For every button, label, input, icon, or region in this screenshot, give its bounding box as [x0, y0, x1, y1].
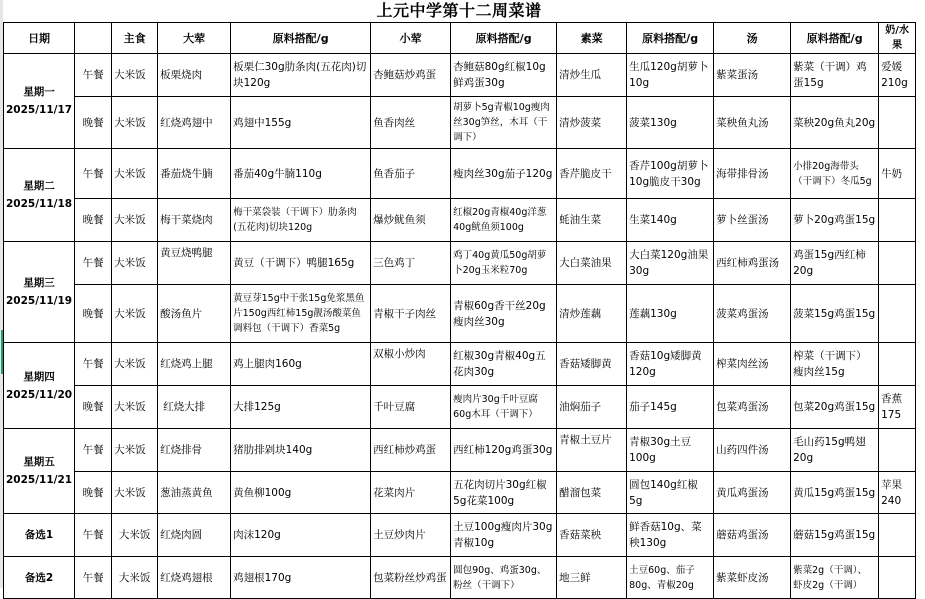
soup-ingredients-cell[interactable]: 鸡蛋15g西红柿20g: [791, 242, 879, 285]
staple-cell[interactable]: 大米饭: [112, 472, 158, 514]
soup-ingredients-cell[interactable]: 菠菜15g鸡蛋15g: [791, 285, 879, 343]
staple-cell[interactable]: 大米饭: [112, 343, 158, 386]
small-ingredients-cell[interactable]: 圆包90g、鸡蛋30g、粉丝（干调下）: [451, 557, 557, 599]
vegetable-ingredients-cell[interactable]: 鲜香菇10g、菜秧130g: [627, 514, 714, 557]
header-vegetable-ingredients: 原料搭配/g: [627, 23, 714, 54]
table-row: [4, 557, 916, 599]
meal-cell[interactable]: 午餐: [75, 242, 112, 285]
soup-ingredients-cell[interactable]: 黄瓜15g鸡蛋15g: [791, 472, 879, 514]
soup-cell[interactable]: 海带排骨汤: [714, 149, 791, 199]
soup-cell[interactable]: 包菜鸡蛋汤: [714, 386, 791, 429]
soup-cell[interactable]: 紫菜虾皮汤: [714, 557, 791, 599]
small-dish-cell[interactable]: 三色鸡丁: [371, 242, 451, 285]
soup-cell[interactable]: 菠菜鸡蛋汤: [714, 285, 791, 343]
main-ingredients-cell[interactable]: 黄鱼柳100g: [231, 472, 371, 514]
meal-cell[interactable]: 晚餐: [75, 285, 112, 343]
main-ingredients-cell[interactable]: 黄豆芽15g中干张15g免浆黑鱼片150g西红柿15g靓汤酸菜鱼调料包（干调下）香菜5g: [231, 285, 371, 343]
date-cell[interactable]: [4, 149, 75, 242]
soup-ingredients-cell[interactable]: 萝卜20g鸡蛋15g: [791, 199, 879, 242]
soup-cell[interactable]: 蘑菇鸡蛋汤: [714, 514, 791, 557]
milk-fruit-cell[interactable]: [879, 429, 916, 472]
meal-cell[interactable]: 午餐: [75, 429, 112, 472]
small-ingredients-cell[interactable]: 胡萝卜5g青椒10g瘦肉丝30g笋丝，木耳（干调下）: [451, 97, 557, 149]
main-ingredients-cell[interactable]: 猪肋排剁块140g: [231, 429, 371, 472]
main-dish-cell[interactable]: 红烧鸡上腿: [158, 343, 231, 386]
date-cell[interactable]: [4, 54, 75, 149]
soup-ingredients-cell[interactable]: 榨菜（干调下）瘦肉丝15g: [791, 343, 879, 386]
small-dish-cell[interactable]: 爆炒鱿鱼须: [371, 199, 451, 242]
small-ingredients-cell[interactable]: 杏鲍菇80g红椒10g鲜鸡蛋30g: [451, 54, 557, 97]
small-dish-cell[interactable]: 鱼香茄子: [371, 149, 451, 199]
small-ingredients-cell[interactable]: 瘦肉丝30g茄子120g: [451, 149, 557, 199]
date-label: 2025/11/18: [6, 198, 73, 210]
date-label: 2025/11/17: [6, 104, 73, 116]
vegetable-cell[interactable]: 醋溜包菜: [557, 472, 627, 514]
staple-cell[interactable]: 大米饭: [112, 514, 158, 557]
page-title: 上元中学第十二周菜谱: [376, 1, 542, 20]
milk-fruit-cell[interactable]: 苹果240: [879, 472, 916, 514]
header-staple: 主食: [112, 23, 158, 54]
small-dish-cell[interactable]: 包菜粉丝炒鸡蛋: [371, 557, 451, 599]
staple-cell[interactable]: 大米饭: [112, 429, 158, 472]
table-row: [4, 343, 916, 386]
vegetable-cell[interactable]: 清炒生瓜: [557, 54, 627, 97]
date-cell[interactable]: [4, 242, 75, 343]
soup-ingredients-cell[interactable]: 菜秧20g鱼丸20g: [791, 97, 879, 149]
weekly-menu-table: [3, 22, 916, 599]
date-label: 2025/11/19: [6, 295, 73, 307]
vegetable-cell[interactable]: 清炒菠菜: [557, 97, 627, 149]
vegetable-ingredients-cell[interactable]: 香菇10g矮脚黄120g: [627, 343, 714, 386]
table-row: [4, 149, 916, 199]
main-dish-cell[interactable]: 葱油蒸黄鱼: [158, 472, 231, 514]
main-dish-cell[interactable]: 番茄烧牛腩: [158, 149, 231, 199]
staple-cell[interactable]: 大米饭: [112, 149, 158, 199]
meal-cell[interactable]: 午餐: [75, 54, 112, 97]
main-dish-cell[interactable]: 酸汤鱼片: [158, 285, 231, 343]
main-ingredients-cell[interactable]: 鸡翅根170g: [231, 557, 371, 599]
soup-cell[interactable]: 榨菜肉丝汤: [714, 343, 791, 386]
small-dish-cell[interactable]: 千叶豆腐: [371, 386, 451, 429]
small-dish-cell[interactable]: 杏鲍菇炒鸡蛋: [371, 54, 451, 97]
soup-ingredients-cell[interactable]: 毛山药15g鸭翅20g: [791, 429, 879, 472]
table-row: [4, 199, 916, 242]
weekday-label: 星期五: [23, 456, 55, 468]
vegetable-ingredients-cell[interactable]: 莲藕130g: [627, 285, 714, 343]
header-soup: 汤: [714, 23, 791, 54]
vegetable-cell[interactable]: 香菇菜秧: [557, 514, 627, 557]
table-row: [4, 514, 916, 557]
alternate-label-cell[interactable]: 备选1: [4, 514, 75, 557]
main-ingredients-cell[interactable]: 鸡翅中155g: [231, 97, 371, 149]
main-dish-cell[interactable]: 红烧鸡翅中: [158, 97, 231, 149]
staple-cell[interactable]: 大米饭: [112, 285, 158, 343]
header-milk-fruit: 奶/水果: [879, 23, 916, 54]
weekday-label: 星期一: [23, 86, 55, 98]
meal-cell[interactable]: 晚餐: [75, 97, 112, 149]
main-dish-cell[interactable]: 梅干菜烧肉: [158, 199, 231, 242]
header-main-ingredients: 原料搭配/g: [231, 23, 371, 54]
small-dish-cell[interactable]: 西红柿炒鸡蛋: [371, 429, 451, 472]
vegetable-cell[interactable]: 香芹脆皮干: [557, 149, 627, 199]
table-row: [4, 54, 916, 97]
small-ingredients-cell[interactable]: 土豆100g瘦肉片30g青椒10g: [451, 514, 557, 557]
milk-fruit-cell[interactable]: [879, 343, 916, 386]
vegetable-ingredients-cell[interactable]: 土豆60g、茄子80g、青椒20g: [627, 557, 714, 599]
soup-cell[interactable]: 西红柿鸡蛋汤: [714, 242, 791, 285]
main-dish-cell[interactable]: 板栗烧肉: [158, 54, 231, 97]
small-dish-cell[interactable]: 土豆炒肉片: [371, 514, 451, 557]
staple-cell[interactable]: 大米饭: [112, 242, 158, 285]
meal-cell[interactable]: 午餐: [75, 343, 112, 386]
soup-ingredients-cell[interactable]: 蘑菇15g鸡蛋15g: [791, 514, 879, 557]
small-dish-cell[interactable]: 鱼香肉丝: [371, 97, 451, 149]
vegetable-ingredients-cell[interactable]: 生瓜120g胡萝卜10g: [627, 54, 714, 97]
main-ingredients-cell[interactable]: 大排125g: [231, 386, 371, 429]
main-ingredients-cell[interactable]: 肉沫120g: [231, 514, 371, 557]
alternate-label-cell[interactable]: 备选2: [4, 557, 75, 599]
small-ingredients-cell[interactable]: 西红柿120g鸡蛋30g: [451, 429, 557, 472]
milk-fruit-cell[interactable]: [879, 242, 916, 285]
main-dish-cell[interactable]: 红烧排骨: [158, 429, 231, 472]
date-label: 2025/11/21: [6, 474, 73, 486]
vegetable-ingredients-cell[interactable]: 菠菜130g: [627, 97, 714, 149]
table-row: [4, 97, 916, 149]
vegetable-ingredients-cell[interactable]: 青椒30g土豆100g: [627, 429, 714, 472]
vegetable-cell[interactable]: 地三鲜: [557, 557, 627, 599]
soup-cell[interactable]: 萝卜丝蛋汤: [714, 199, 791, 242]
staple-cell[interactable]: 大米饭: [112, 386, 158, 429]
soup-cell[interactable]: 菜秧鱼丸汤: [714, 97, 791, 149]
small-ingredients-cell[interactable]: 五花肉切片30g红椒5g花菜100g: [451, 472, 557, 514]
header-soup-ingredients: 原料搭配/g: [791, 23, 879, 54]
soup-ingredients-cell[interactable]: 紫菜2g（干调）、虾皮2g（干调）: [791, 557, 879, 599]
soup-cell[interactable]: 山药四件汤: [714, 429, 791, 472]
vegetable-cell[interactable]: 蚝油生菜: [557, 199, 627, 242]
milk-fruit-cell[interactable]: 爱媛210g: [879, 54, 916, 97]
milk-fruit-cell[interactable]: 香蕉175: [879, 386, 916, 429]
weekday-label: 星期二: [23, 180, 55, 192]
milk-fruit-cell[interactable]: [879, 199, 916, 242]
milk-fruit-cell[interactable]: [879, 514, 916, 557]
header-date: 日期: [4, 23, 75, 54]
main-ingredients-cell[interactable]: 梅干菜袋装（干调下）肋条肉(五花肉)切块120g: [231, 199, 371, 242]
main-ingredients-cell[interactable]: 番茄40g牛腩110g: [231, 149, 371, 199]
staple-cell[interactable]: 大米饭: [112, 97, 158, 149]
vegetable-cell[interactable]: 油焖茄子: [557, 386, 627, 429]
small-dish-cell[interactable]: 青椒干子肉丝: [371, 285, 451, 343]
table-row: [4, 242, 916, 285]
date-label: 2025/11/20: [6, 388, 73, 401]
meal-cell[interactable]: 晚餐: [75, 199, 112, 242]
vegetable-ingredients-cell[interactable]: 圆包140g红椒5g: [627, 472, 714, 514]
vegetable-ingredients-cell[interactable]: 生菜140g: [627, 199, 714, 242]
main-dish-cell[interactable]: 红烧大排: [158, 386, 231, 429]
small-ingredients-cell[interactable]: 瘦肉片30g千叶豆腐60g木耳（干调下）: [451, 386, 557, 429]
small-dish-cell[interactable]: 花菜肉片: [371, 472, 451, 514]
weekday-label: 星期三: [23, 277, 55, 289]
header-small-ingredients: 原料搭配/g: [451, 23, 557, 54]
small-ingredients-cell[interactable]: 青椒60g香干丝20g瘦肉丝30g: [451, 285, 557, 343]
small-ingredients-cell[interactable]: 鸡丁40g黄瓜50g胡萝卜20g玉米粒70g: [451, 242, 557, 285]
meal-cell[interactable]: 晚餐: [75, 472, 112, 514]
header-small-dish: 小荤: [371, 23, 451, 54]
main-dish-cell[interactable]: 红烧肉圆: [158, 514, 231, 557]
table-row: [4, 285, 916, 343]
header-vegetable: 素菜: [557, 23, 627, 54]
table-row: [4, 429, 916, 472]
main-ingredients-cell[interactable]: 黄豆（干调下）鸭腿165g: [231, 242, 371, 285]
vegetable-cell[interactable]: 青椒土豆片: [557, 429, 627, 472]
vegetable-ingredients-cell[interactable]: 香芹100g胡萝卜10g脆皮干30g: [627, 149, 714, 199]
main-dish-cell[interactable]: 红烧鸡翅根: [158, 557, 231, 599]
soup-ingredients-cell[interactable]: 紫菜（干调）鸡蛋15g: [791, 54, 879, 97]
main-dish-cell[interactable]: 黄豆烧鸭腿: [158, 242, 231, 285]
vegetable-cell[interactable]: 清炒莲藕: [557, 285, 627, 343]
vegetable-ingredients-cell[interactable]: 大白菜120g油果30g: [627, 242, 714, 285]
milk-fruit-cell[interactable]: [879, 97, 916, 149]
header-meal: [75, 23, 112, 54]
small-ingredients-cell[interactable]: 红椒20g青椒40g洋葱40g鱿鱼须100g: [451, 199, 557, 242]
date-cell[interactable]: [4, 343, 75, 429]
vegetable-ingredients-cell[interactable]: 茄子145g: [627, 386, 714, 429]
staple-cell[interactable]: 大米饭: [112, 199, 158, 242]
staple-cell[interactable]: 大米饭: [112, 557, 158, 599]
vegetable-cell[interactable]: 香菇矮脚黄: [557, 343, 627, 386]
main-ingredients-cell[interactable]: 板栗仁30g肋条肉(五花肉)切块120g: [231, 54, 371, 97]
table-row: [4, 386, 916, 429]
date-cell[interactable]: [4, 429, 75, 514]
milk-fruit-cell[interactable]: [879, 557, 916, 599]
meal-cell[interactable]: 午餐: [75, 514, 112, 557]
header-main-dish: 大荤: [158, 23, 231, 54]
milk-fruit-cell[interactable]: [879, 285, 916, 343]
meal-cell[interactable]: 晚餐: [75, 386, 112, 429]
soup-cell[interactable]: 紫菜蛋汤: [714, 54, 791, 97]
vegetable-cell[interactable]: 大白菜油果: [557, 242, 627, 285]
staple-cell[interactable]: 大米饭: [112, 54, 158, 97]
soup-ingredients-cell[interactable]: 包菜20g鸡蛋15g: [791, 386, 879, 429]
milk-fruit-cell[interactable]: 牛奶: [879, 149, 916, 199]
weekday-label: 星期四: [23, 370, 55, 383]
small-dish-cell[interactable]: 双椒小炒肉: [371, 343, 451, 386]
meal-cell[interactable]: 午餐: [75, 149, 112, 199]
soup-cell[interactable]: 黄瓜鸡蛋汤: [714, 472, 791, 514]
main-ingredients-cell[interactable]: 鸡上腿肉160g: [231, 343, 371, 386]
header-row: [4, 23, 916, 54]
table-row: [4, 472, 916, 514]
meal-cell[interactable]: 午餐: [75, 557, 112, 599]
small-ingredients-cell[interactable]: 红椒30g青椒40g五花肉30g: [451, 343, 557, 386]
soup-ingredients-cell[interactable]: 小排20g海带头（干调下）冬瓜5g: [791, 149, 879, 199]
